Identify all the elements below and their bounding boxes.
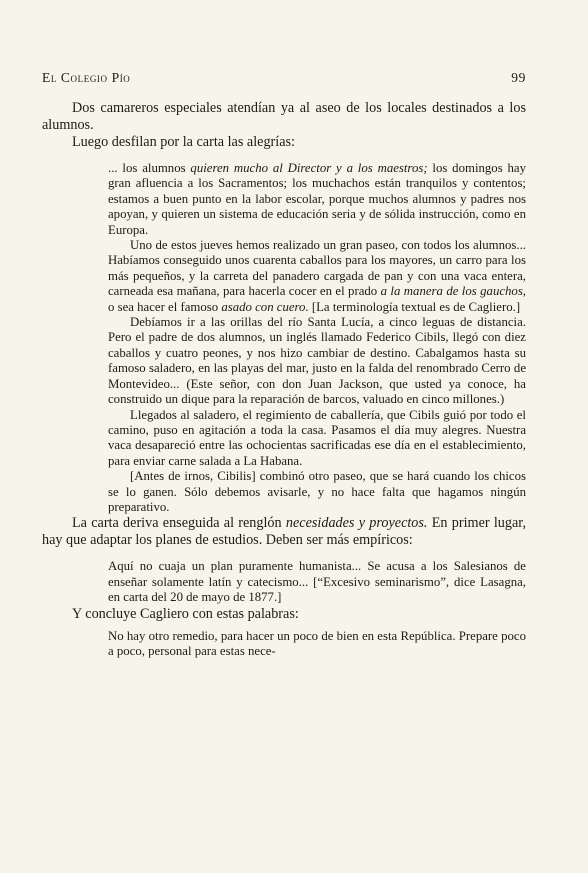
block-quote-letter <box>108 161 526 515</box>
page-number: 99 <box>511 70 526 85</box>
running-head <box>42 70 526 86</box>
paragraph-4: Y concluye Cagliero con estas palabras: <box>72 605 299 622</box>
quote-paragraph-7: No hay otro remedio, para hacer un poco de bien en esta República. Prepare poco a poco, personal para estas nece- <box>108 628 526 658</box>
quote-italic-1: quieren mucho al Director y a los maestros; <box>190 161 428 175</box>
paragraph-2: Luego desfilan por la carta las alegrías: <box>72 134 295 150</box>
quote-paragraph-2: Uno de estos jueves hemos realizado un gran paseo, con todos los alumnos... Habíamos conseguido unos cuarenta caballos para los mayores, un carro para los más pequeños, y la carreta del panadero cargada de pan y con una vaca entera, carneada esa mañana, para hacerla cocer en el prado a la manera de los gauchos, o sea hacer el famoso asado con cuero. [La terminología textual es de Cagliero.] <box>108 238 527 314</box>
paragraph-3: La carta deriva enseguida al renglón necesidades y proyectos. En primer lugar, hay que adaptar los planes de estudios. Deben ser más empíricos: <box>42 515 526 549</box>
quote-paragraph-1: ... los alumnos quieren mucho al Director y a los maestros; los domingos hay gran afluencia a los Sacramentos; los muchachos están tranquilos y contentos; estamos a buen punto en la labor escolar, porque muchos alumnos y padres nos apoyan, y quieren un sistema de educación seria y de sólida instrucción, como en Europa. <box>108 161 526 237</box>
block-quote-conclusion <box>108 629 526 660</box>
quote-paragraph-6: Aquí no cuaja un plan puramente humanista... Se acusa a los Salesianos de enseñar solamente latín y catecismo... [“Excesivo seminarismo”, dice Lasagna, en carta del 20 de mayo de 1877.] <box>108 559 526 605</box>
quote-paragraph-4: Llegados al saladero, el regimiento de caballería, que Cibils guió por todo el camino, puso en agitación a toda la casa. Pasamos el día muy alegres. Nuestra vaca desapareció entre las ochocientas sacrificadas ese día en el establecimiento, para enviar carne salada a La Habana. <box>108 407 526 468</box>
quote-paragraph-3: Debíamos ir a las orillas del río Santa Lucía, a cinco leguas de distancia. Pero el padre de dos alumnos, un inglés llamado Federico Cibils, llegó con diez caballos y cuatro peones, y nos hizo cambiar de destino. Cabalgamos hasta su famoso saladero, en las playas del mar, justo en la falda del renombrado Cerro de Montevideo... (Este señor, con don Juan Jackson, que usted ya conoce, ha construido un dique para la reparación de barcos, valuado en cinco millones.) <box>108 315 526 407</box>
running-title: El Colegio Pío <box>42 70 131 85</box>
paragraph-1: Dos camareros especiales atendían ya al aseo de los locales destinados a los alumnos. <box>42 100 526 133</box>
quote-paragraph-5: [Antes de irnos, Cibilis] combinó otro paseo, que se hará cuando los chicos se lo ganen. Sólo debemos avisarle, y no hace falta que hagamos ningún preparativo. <box>108 469 526 514</box>
page-body <box>42 100 526 659</box>
paragraph-3-italic: necesidades y proyectos. <box>285 515 428 532</box>
quote-italic-2: a la manera de los gauchos, <box>380 284 527 299</box>
quote-italic-3: asado con cuero. <box>221 299 309 314</box>
block-quote-plans <box>108 559 526 605</box>
